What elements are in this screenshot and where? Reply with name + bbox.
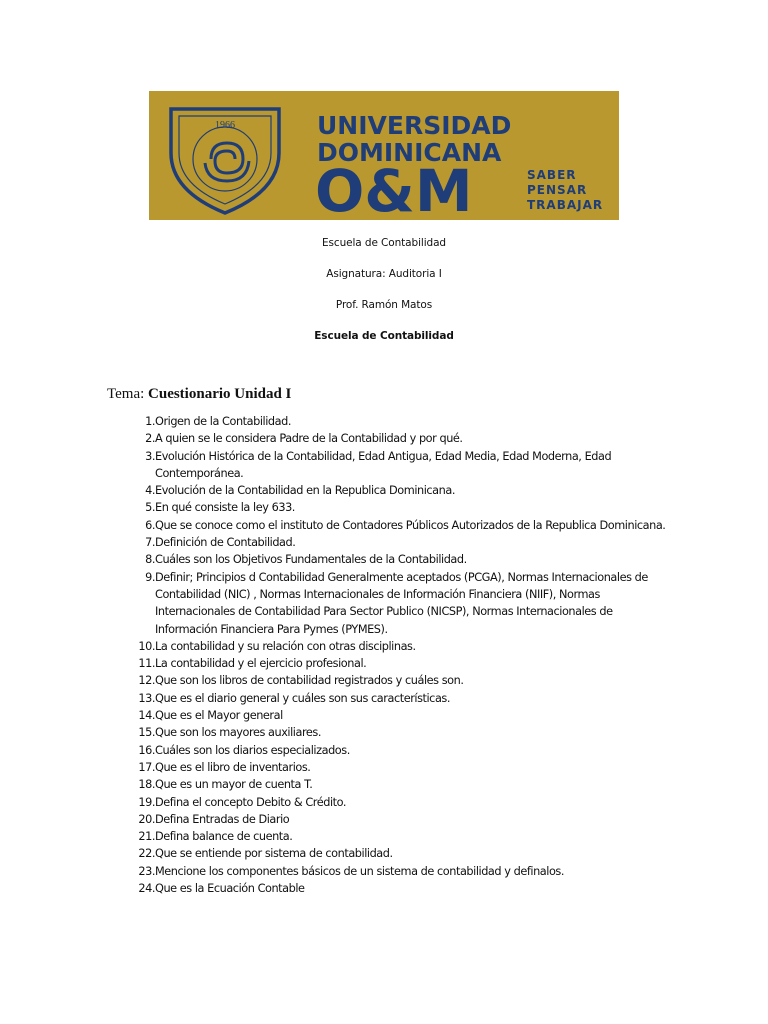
question-text: Que son los libros de contabilidad registrados y cuáles son. — [155, 674, 464, 688]
question-number: 20. — [138, 812, 155, 826]
question-list — [110, 413, 670, 897]
logo-year: 1966 — [215, 120, 235, 131]
question-item — [110, 776, 670, 793]
topic-title: Cuestionario Unidad I — [148, 386, 292, 402]
question-text: Origen de la Contabilidad. — [155, 415, 291, 428]
question-number: 8. — [145, 553, 155, 567]
university-logo — [149, 91, 619, 220]
question-item — [110, 413, 670, 430]
question-item — [110, 655, 670, 672]
question-item — [110, 811, 670, 828]
swirl-emblem-icon — [211, 143, 243, 173]
question-number: 5. — [145, 501, 155, 515]
question-item — [110, 448, 670, 483]
question-number: 23. — [138, 864, 155, 878]
question-text: Mencione los componentes básicos de un sistema de contabilidad y definalos. — [155, 864, 564, 878]
question-text: La contabilidad y el ejercicio profesional. — [155, 657, 367, 671]
question-item — [110, 828, 670, 845]
question-text: Cuáles son los diarios especializados. — [155, 743, 350, 757]
professor-name: Prof. Ramón Matos — [335, 299, 433, 311]
logo-brand: O&M — [315, 157, 473, 220]
university-logo-banner — [149, 91, 619, 220]
question-item — [110, 845, 670, 862]
question-item — [110, 724, 670, 741]
question-number: 3. — [145, 449, 155, 463]
question-number: 17. — [138, 760, 155, 774]
question-number: 1. — [145, 415, 155, 428]
question-number: 13. — [138, 691, 155, 705]
question-number: 4. — [145, 484, 155, 498]
question-item — [110, 794, 670, 811]
question-number: 2. — [145, 432, 155, 446]
question-text: Que es el Mayor general — [155, 709, 283, 723]
question-item — [110, 880, 670, 897]
school-name-bold: Escuela de Contabilidad — [314, 330, 454, 342]
question-text: Que es la Ecuación Contable — [155, 882, 305, 896]
logo-motto-trabajar: TRABAJAR — [527, 198, 604, 212]
question-number: 7. — [145, 536, 155, 550]
question-number: 16. — [138, 743, 155, 757]
question-text: Que son los mayores auxiliares. — [155, 726, 321, 740]
question-item — [110, 534, 670, 551]
question-number: 21. — [138, 830, 155, 844]
topic-label: Tema: — [107, 386, 149, 402]
question-item — [110, 517, 670, 534]
question-text: Que es un mayor de cuenta T. — [155, 778, 313, 792]
question-text: Que es el libro de inventarios. — [155, 760, 311, 774]
question-item — [110, 499, 670, 516]
question-item — [110, 690, 670, 707]
question-number: 9. — [145, 570, 155, 584]
question-number: 6. — [145, 518, 155, 532]
question-number: 15. — [138, 726, 155, 740]
question-item — [110, 707, 670, 724]
logo-line-dominicana: DOMINICANA — [317, 138, 502, 167]
question-item — [110, 482, 670, 499]
question-item — [110, 759, 670, 776]
logo-motto-pensar: PENSAR — [527, 183, 588, 197]
question-text: Que se entiende por sistema de contabilidad. — [155, 847, 393, 861]
question-number: 22. — [138, 847, 155, 861]
question-item — [110, 863, 670, 880]
question-text: Que se conoce como el instituto de Contadores Públicos Autorizados de la Republica Dominicana. — [155, 518, 666, 532]
question-text: Defina el concepto Debito & Crédito. — [155, 795, 347, 809]
question-number: 14. — [138, 709, 155, 723]
logo-line-universidad: UNIVERSIDAD — [317, 111, 512, 140]
question-item — [110, 551, 670, 568]
topic-heading — [107, 386, 291, 403]
question-item — [110, 742, 670, 759]
question-number: 18. — [138, 778, 155, 792]
question-number: 19. — [138, 795, 155, 809]
question-text: Evolución Histórica de la Contabilidad, Edad Antigua, Edad Media, Edad Moderna, Edad Contemporánea. — [155, 449, 612, 480]
question-number: 12. — [138, 674, 155, 688]
question-item — [110, 638, 670, 655]
logo-motto-saber: SABER — [527, 168, 577, 182]
question-number: 11. — [138, 657, 155, 671]
question-text: Defina balance de cuenta. — [155, 830, 293, 844]
question-text: Evolución de la Contabilidad en la Republica Dominicana. — [155, 484, 455, 498]
question-item — [110, 430, 670, 447]
subject-name: Asignatura: Auditoria I — [326, 268, 442, 280]
question-text: Definir; Principios d Contabilidad Generalmente aceptados (PCGA), Normas Internacionales de Contabilidad (NIC) , Normas Internacionales de Información Financiera (NIIF), Normas Internacionales de Contabilidad Para Sector Publico (NICSP), Normas Internacionales de Información Financiera Para Pymes (PYMES). — [155, 570, 648, 636]
school-name: Escuela de Contabilidad — [322, 237, 446, 249]
question-text: En qué consiste la ley 633. — [155, 501, 295, 515]
question-item — [110, 569, 670, 638]
question-text: A quien se le considera Padre de la Contabilidad y por qué. — [155, 432, 463, 446]
question-text: La contabilidad y su relación con otras disciplinas. — [155, 639, 416, 653]
question-text: Que es el diario general y cuáles son sus características. — [155, 691, 450, 705]
question-text: Defina Entradas de Diario — [155, 812, 290, 826]
question-item — [110, 672, 670, 689]
question-text: Definición de Contabilidad. — [155, 536, 296, 550]
question-number: 24. — [138, 882, 155, 896]
question-text: Cuáles son los Objetivos Fundamentales de la Contabilidad. — [155, 553, 467, 567]
question-number: 10. — [138, 639, 155, 653]
